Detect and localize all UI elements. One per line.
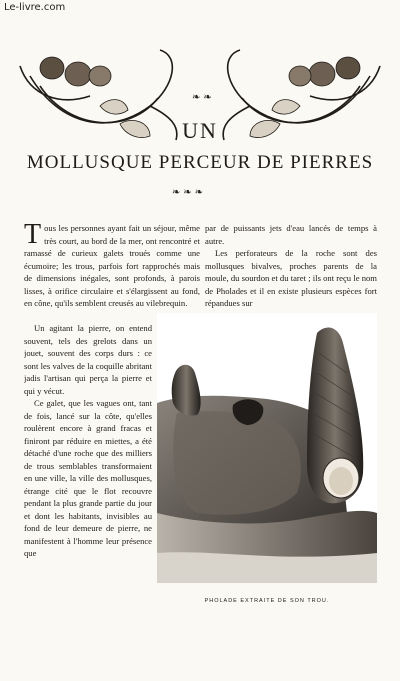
- photo-caption: PHOLADE EXTRAITE DE SON TROU.: [204, 598, 330, 604]
- article-paragraph: Les perforateurs de la roche sont des mollusques bivalves, proches parents de la moule, du sourdon et du taret ; ils ont reçu le nom de Pholades et il en existe plusieurs espèces fort répandues sur: [205, 248, 377, 308]
- watermark: Le-livre.com: [4, 2, 66, 13]
- fleuron-top: ❧❧: [192, 92, 215, 103]
- page-title: MOLLUSQUE PERCEUR DE PIERRES: [26, 152, 374, 173]
- title-line-1: UN: [182, 118, 218, 143]
- article-paragraph: Un agitant la pierre, on entend souvent, tels des grelots dans un jouet, souvent des corps durs : ce sont les valves de la coquille abritant jadis l'artisan qui perça la pierre et qui y vécut.: [24, 323, 152, 396]
- pholade-photo: [157, 313, 377, 583]
- article-column-right: [205, 222, 377, 308]
- article-column-left-top: [24, 222, 200, 318]
- article-intro: ous les personnes ayant fait un séjour, même très court, au bord de la mer, ont rencontré et ramassé de curieux galets troués comme une écumoire; les trous, parfois fort rapprochés mais de dimensions inégales, sont profonds, à parois lisses, à orifice circulaire et s'élargissent au fond, en cône, qu'ils semblent creusés au vilebrequin.: [24, 223, 200, 308]
- article-paragraph: Ce galet, que les vagues ont, tant de fois, lancé sur la côte, qu'elles roulèrent encore à grand fracas et finiront par réduire en miettes, a été détaché d'une roche que des milliers de trous semblables transformaient en une ville, la ville des mollusques, étrange cité que le flot recouvre pendant la plus grande partie du jour et dont les habitants, invisibles au fond de leur demeure de pierre, ne manifestent à l'homme leur présence que: [24, 398, 152, 558]
- article-column-left-narrow: [24, 322, 152, 612]
- article-paragraph: par de puissants jets d'eau lancés de temps à autre.: [205, 223, 377, 246]
- fleuron-divider: ❧❧❧: [172, 187, 207, 198]
- drop-cap: T: [24, 222, 42, 250]
